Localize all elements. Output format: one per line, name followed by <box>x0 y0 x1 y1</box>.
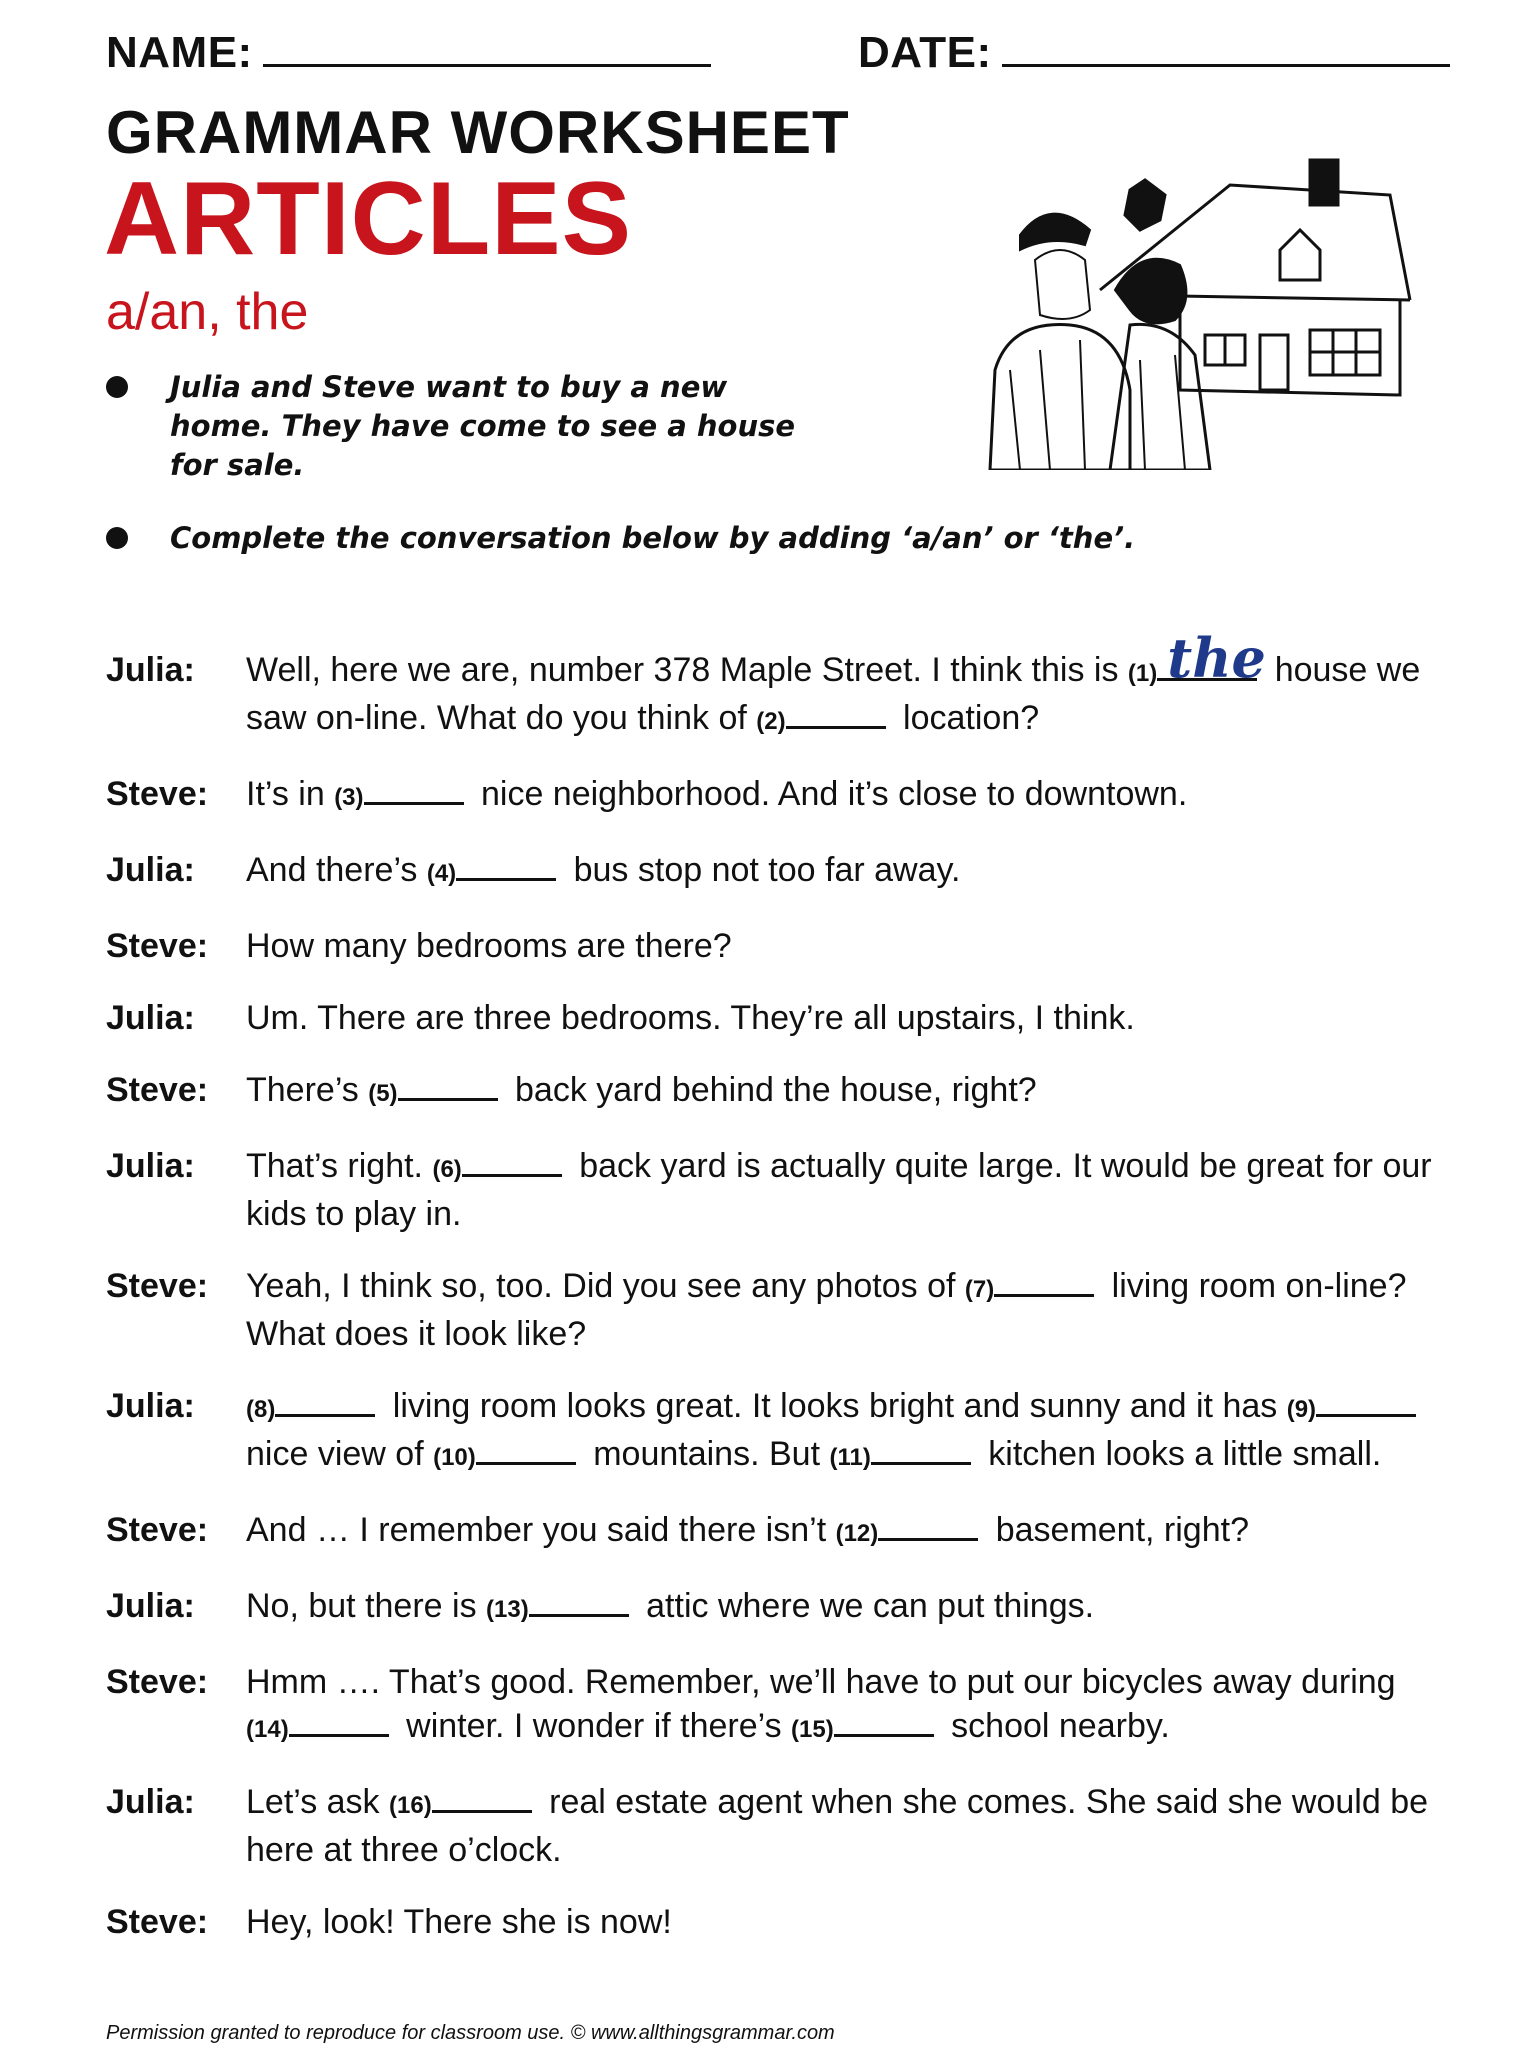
speech-text <box>246 1780 1446 1872</box>
answer-blank[interactable] <box>289 1704 389 1737</box>
speech-fragment: mountains. But <box>583 1435 830 1473</box>
speaker-label: Julia: <box>106 1587 195 1625</box>
speech-fragment: real estate agent when she comes. She said she would be here at three o’clock. <box>246 1783 1429 1869</box>
blank-number: (6) <box>432 1156 462 1183</box>
answer-blank[interactable] <box>1157 626 1266 690</box>
speech-fragment: back yard behind the house, right? <box>505 1071 1037 1109</box>
instruction-item: Julia and Steve want to buy a new home. They have come to see a house for sale. <box>106 368 826 485</box>
bullet-icon <box>106 376 128 398</box>
couple-house-illustration <box>980 140 1420 470</box>
speech-fragment: There’s <box>246 1071 369 1109</box>
blank-number: (3) <box>334 784 364 811</box>
speech-fragment: Yeah, I think so, too. Did you see any photos of <box>246 1267 965 1305</box>
blank-number: (4) <box>426 860 457 887</box>
speech-fragment: Hmm …. That’s good. Remember, we’ll have to put our bicycles away during <box>246 1663 1396 1701</box>
blank-number: (7) <box>964 1276 995 1303</box>
answer-blank[interactable] <box>456 848 556 881</box>
speech-text <box>246 1068 1446 1116</box>
bullet-icon <box>106 527 128 549</box>
blank-number: (9) <box>1286 1396 1317 1423</box>
speech-text <box>246 772 1446 820</box>
speaker-label: Julia: <box>106 851 195 889</box>
speech-fragment: bus stop not too far away. <box>564 851 961 889</box>
answer-blank[interactable] <box>871 1432 971 1465</box>
speaker-label: Steve: <box>106 775 209 813</box>
answer-blank[interactable] <box>1316 1384 1416 1417</box>
speaker-label: Julia: <box>106 651 195 689</box>
speech-fragment: nice neighborhood. And it’s close to downtown. <box>471 775 1188 813</box>
answer-blank[interactable] <box>476 1432 576 1465</box>
speaker-label: Steve: <box>106 1071 209 1109</box>
dialogue-line <box>106 1144 1446 1236</box>
date-label: DATE: <box>858 28 992 77</box>
answer-blank[interactable] <box>462 1144 562 1177</box>
answer-blank[interactable] <box>432 1780 532 1813</box>
answer-blank[interactable] <box>398 1068 498 1101</box>
speech-fragment: That’s right. <box>246 1147 433 1185</box>
dialogue-line <box>106 924 1446 968</box>
answer-blank[interactable] <box>364 772 464 805</box>
speech-text <box>246 1508 1446 1556</box>
speech-text <box>246 1264 1446 1356</box>
dialogue-line <box>106 626 1446 744</box>
speaker-label: Julia: <box>106 1387 195 1425</box>
dialogue-line <box>106 772 1446 820</box>
dialogue-line <box>106 1660 1446 1752</box>
blank-number: (16) <box>389 1792 432 1819</box>
speech-fragment: Let’s ask <box>246 1783 390 1821</box>
topic-heading: ARTICLES <box>104 161 632 277</box>
speech-fragment: nice view of <box>246 1435 434 1473</box>
speaker-label: Steve: <box>106 1511 209 1549</box>
answer-blank[interactable] <box>275 1384 375 1417</box>
speech-text <box>246 924 1446 968</box>
speech-fragment: Um. There are three bedrooms. They’re all upstairs, I think. <box>246 999 1135 1037</box>
answer-blank[interactable] <box>834 1704 934 1737</box>
date-field <box>858 28 1450 78</box>
worksheet-title: GRAMMAR WORKSHEET <box>106 99 850 166</box>
instruction-item: Complete the conversation below by adding ‘a/an’ or ‘the’. <box>106 519 1170 558</box>
speech-text <box>246 996 1446 1040</box>
speaker-label: Steve: <box>106 1903 209 1941</box>
speech-fragment: attic where we can put things. <box>636 1587 1095 1625</box>
speech-fragment: back yard is actually quite large. It would be great for our kids to play in. <box>246 1147 1432 1233</box>
subtopic-heading: a/an, the <box>106 283 309 341</box>
speaker-label: Julia: <box>106 1783 195 1821</box>
speech-fragment: basement, right? <box>986 1511 1249 1549</box>
dialogue-line <box>106 1900 1446 1944</box>
conversation <box>106 626 1446 1972</box>
answer-blank[interactable] <box>529 1584 629 1617</box>
speech-fragment: living room looks great. It looks bright and sunny and it has <box>383 1387 1287 1425</box>
blank-number: (10) <box>433 1444 476 1471</box>
dialogue-line <box>106 1780 1446 1872</box>
speech-fragment: It’s in <box>246 775 335 813</box>
blank-number: (8) <box>246 1396 276 1423</box>
speech-fragment: kitchen looks a little small. <box>978 1435 1382 1473</box>
copyright-footer: Permission granted to reproduce for classroom use. © www.allthingsgrammar.com <box>106 2022 835 2044</box>
answer-blank[interactable] <box>786 696 886 729</box>
dialogue-line <box>106 996 1446 1040</box>
speech-text <box>246 1584 1446 1632</box>
speech-fragment: And … I remember you said there isn’t <box>246 1511 836 1549</box>
blank-number: (12) <box>835 1520 879 1547</box>
name-field <box>106 28 711 78</box>
dialogue-line <box>106 1264 1446 1356</box>
speaker-label: Steve: <box>106 1663 209 1701</box>
dialogue-line <box>106 848 1446 896</box>
name-blank[interactable] <box>263 64 711 67</box>
speaker-label: Julia: <box>106 1147 195 1185</box>
speech-fragment: school nearby. <box>941 1707 1170 1745</box>
dialogue-line <box>106 1508 1446 1556</box>
blank-number: (2) <box>756 708 786 735</box>
answer-blank[interactable] <box>878 1508 978 1541</box>
speech-fragment: No, but there is <box>246 1587 487 1625</box>
speech-text <box>246 1144 1446 1236</box>
speech-fragment: Hey, look! There she is now! <box>246 1903 672 1941</box>
name-label: NAME: <box>106 28 253 77</box>
blank-number: (5) <box>368 1080 398 1107</box>
speech-fragment: house we saw on-line. What do you think of <box>246 651 1421 737</box>
speech-text <box>246 626 1446 744</box>
date-blank[interactable] <box>1002 64 1450 67</box>
blank-number: (13) <box>486 1596 529 1623</box>
speech-fragment: How many bedrooms are there? <box>246 927 732 965</box>
speech-text <box>246 1900 1446 1944</box>
speech-text <box>246 1660 1446 1752</box>
example-answer: the <box>1167 626 1266 690</box>
blank-number: (15) <box>791 1716 834 1743</box>
instructions-list <box>106 368 1136 592</box>
blank-number: (11) <box>829 1444 871 1471</box>
speaker-label: Steve: <box>106 1267 209 1305</box>
speech-fragment: Well, here we are, number 378 Maple Street. I think this is <box>246 651 1128 689</box>
speech-fragment: living room on-line? What does it look like? <box>246 1267 1407 1353</box>
answer-blank[interactable] <box>994 1264 1094 1297</box>
speaker-label: Julia: <box>106 999 195 1037</box>
speech-fragment: And there’s <box>246 851 427 889</box>
speech-text <box>246 1384 1446 1480</box>
blank-number: (1) <box>1127 660 1158 687</box>
speech-fragment: winter. I wonder if there’s <box>396 1707 792 1745</box>
dialogue-line <box>106 1068 1446 1116</box>
speaker-label: Steve: <box>106 927 209 965</box>
speech-text <box>246 848 1446 896</box>
dialogue-line <box>106 1584 1446 1632</box>
dialogue-line <box>106 1384 1446 1480</box>
speech-fragment: location? <box>893 699 1040 737</box>
blank-number: (14) <box>246 1716 289 1743</box>
